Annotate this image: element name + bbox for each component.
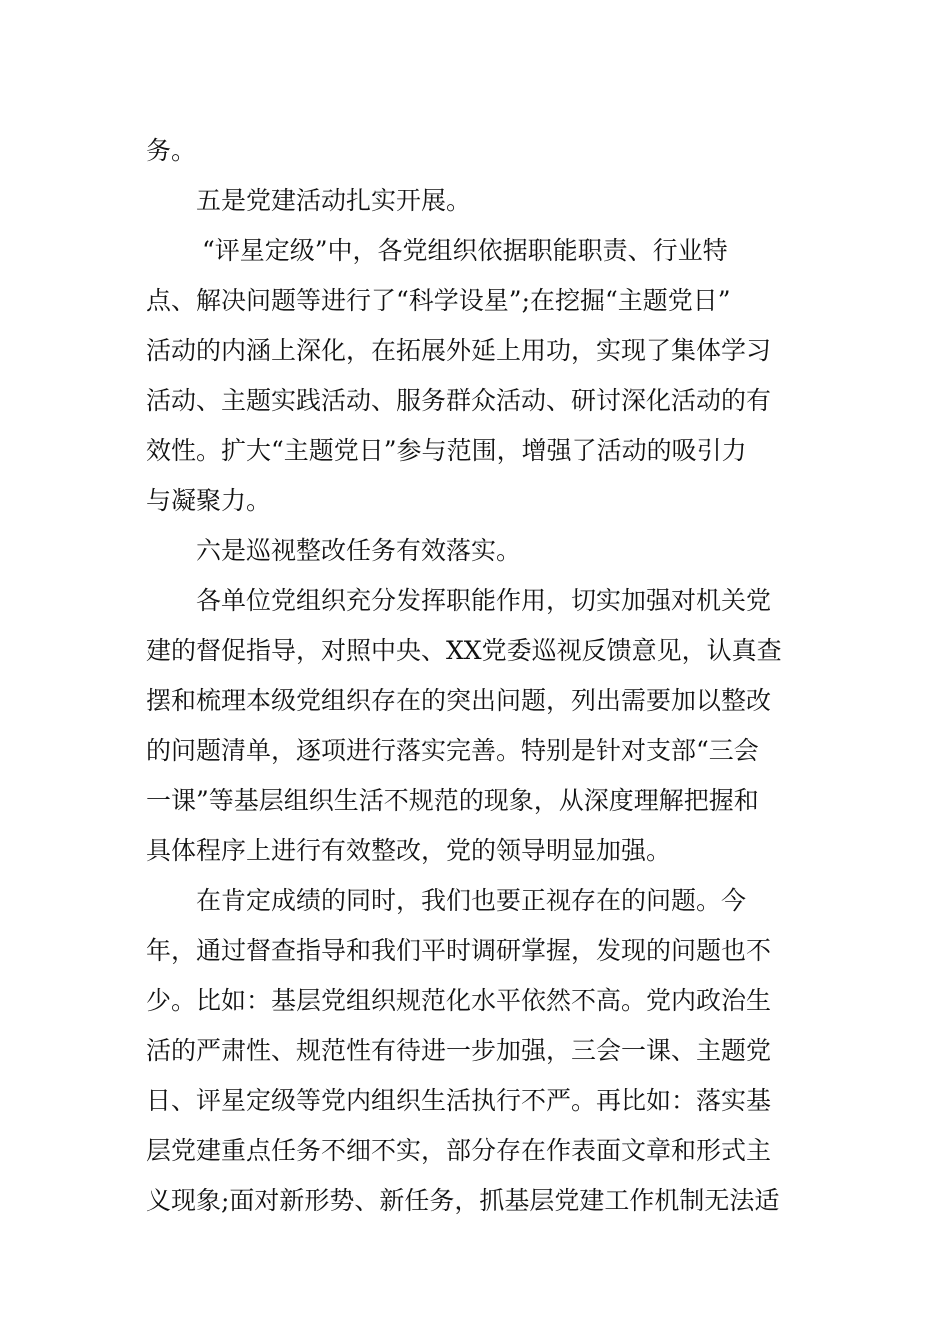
paragraph-line: 点、解决问题等进行了“科学设星”;在挖掘“主题党日”: [146, 286, 731, 315]
paragraph-line: 活的严肃性、规范性有待进一步加强，三会一课、主题党: [146, 1036, 772, 1065]
paragraph-line: 各单位党组织充分发挥职能作用，切实加强对机关党: [196, 586, 772, 615]
paragraph-line: 层党建重点任务不细不实，部分存在作表面文章和形式主: [146, 1136, 772, 1165]
paragraph-line: 日、评星定级等党内组织生活执行不严。再比如：落实基: [146, 1086, 772, 1115]
paragraph-line: 少。比如：基层党组织规范化水平依然不高。党内政治生: [146, 986, 772, 1015]
document-body: [146, 126, 806, 1226]
paragraph-line: 义现象;面对新形势、新任务，抓基层党建工作机制无法适: [146, 1186, 780, 1215]
paragraph-line: 一课”等基层组织生活不规范的现象，从深度理解把握和: [146, 786, 759, 815]
paragraph-line: 与凝聚力。: [146, 486, 272, 515]
paragraph-line: “评星定级”中，各党组织依据职能职责、行业特: [202, 236, 728, 265]
paragraph-line: 活动、主题实践活动、服务群众活动、研讨深化活动的有: [146, 386, 772, 415]
paragraph-line: 摆和梳理本级党组织存在的突出问题，列出需要加以整改: [146, 686, 772, 715]
paragraph-line: 在肯定成绩的同时，我们也要正视存在的问题。今: [196, 886, 747, 915]
paragraph-line: 建的督促指导，对照中央、XX党委巡视反馈意见，认真查: [146, 636, 782, 665]
paragraph-line: 的问题清单，逐项进行落实完善。特别是针对支部“三会: [146, 736, 759, 765]
section-heading-five: 五是党建活动扎实开展。: [196, 186, 472, 215]
paragraph-continuation-line: 务。: [146, 136, 197, 165]
paragraph-line: 效性。扩大“主题党日”参与范围，增强了活动的吸引力: [146, 436, 747, 465]
paragraph-line: 具体程序上进行有效整改，党的领导明显加强。: [146, 836, 672, 865]
section-heading-six: 六是巡视整改任务有效落实。: [196, 536, 522, 565]
paragraph-line: 活动的内涵上深化，在拓展外延上用功，实现了集体学习: [146, 336, 772, 365]
paragraph-line: 年，通过督查指导和我们平时调研掌握，发现的问题也不: [146, 936, 772, 965]
